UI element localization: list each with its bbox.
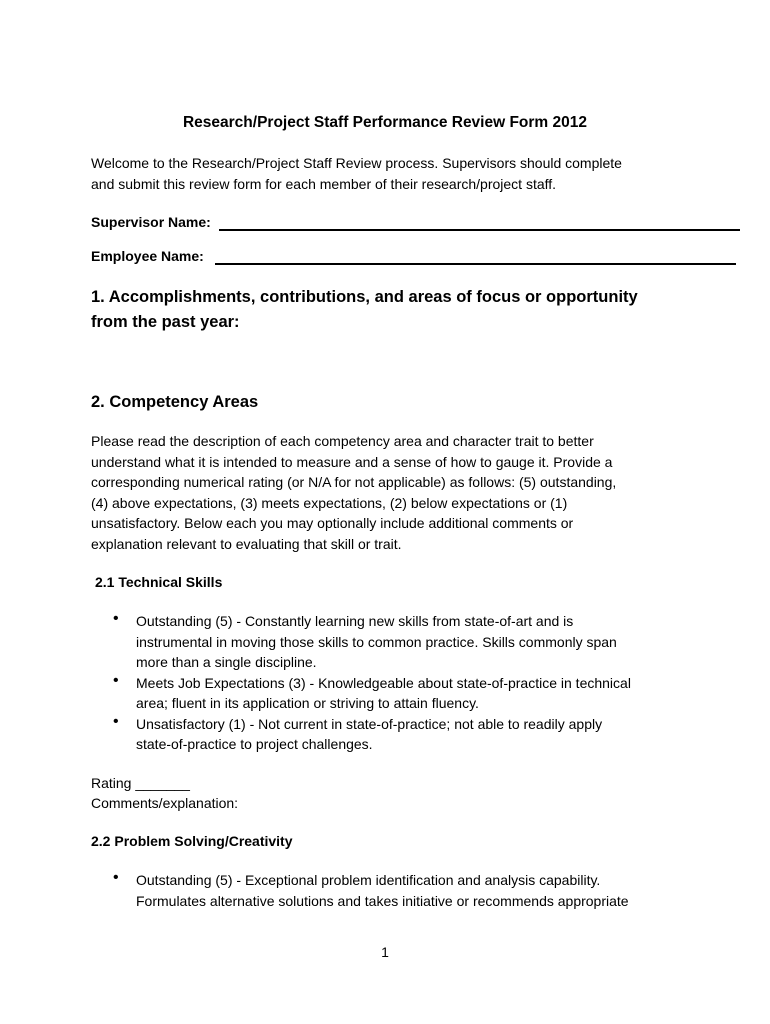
technical-skills-list	[91, 611, 676, 755]
section-1-heading	[91, 285, 638, 335]
section-2-paragraph	[91, 431, 711, 554]
page-title: Research/Project Staff Performance Review Form 2012	[182, 114, 588, 131]
section-1-heading-line: 1. Accomplishments, contributions, and areas of focus or opportunity	[91, 288, 638, 306]
supervisor-name-label: Supervisor Name:	[91, 214, 211, 230]
intro-line: Welcome to the Research/Project Staff Review process. Supervisors should complete	[91, 155, 622, 171]
problem-solving-list	[91, 870, 676, 911]
bullet-line: Outstanding (5) - Constantly learning new skills from state-of-art and is	[136, 613, 574, 629]
bullet-line: Unsatisfactory (1) - Not current in state-of-practice; not able to readily apply	[136, 715, 603, 732]
bullet-line: Meets Job Expectations (3) - Knowledgeable about state-of-practice in technical	[136, 674, 631, 691]
paragraph-line: (4) above expectations, (3) meets expectations, (2) below expectations or (1)	[91, 494, 568, 511]
bullet-line: area; fluent in its application or striving to attain fluency.	[136, 695, 479, 711]
paragraph-line: explanation relevant to evaluating that skill or trait.	[91, 535, 402, 552]
bullet-icon: •	[113, 712, 119, 730]
bullet-line: Formulates alternative solutions and takes initiative or recommends appropriate	[136, 892, 629, 909]
bullet-icon: •	[113, 671, 119, 689]
paragraph-line: understand what it is intended to measure and a sense of how to gauge it. Provide a	[91, 453, 613, 470]
bullet-line: instrumental in moving those skills to common practice. Skills commonly span	[136, 633, 617, 650]
bullet-icon: •	[113, 869, 119, 886]
bullet-icon: •	[113, 610, 119, 627]
employee-name-field[interactable]	[215, 263, 736, 265]
list-item	[91, 611, 676, 673]
bullet-line: more than a single discipline.	[136, 654, 317, 670]
section-2-heading: 2. Competency Areas	[91, 393, 259, 411]
paragraph-line: Please read the description of each competency area and character trait to better	[91, 433, 594, 449]
list-item	[91, 673, 676, 714]
subsection-2-1-heading: 2.1 Technical Skills	[95, 574, 223, 590]
employee-name-label: Employee Name:	[91, 248, 204, 264]
comments-label: Comments/explanation:	[91, 795, 239, 811]
section-1-heading-line: from the past year:	[91, 313, 240, 331]
paragraph-line: unsatisfactory. Below each you may optionally include additional comments or	[91, 515, 574, 531]
bullet-line: Outstanding (5) - Exceptional problem identification and analysis capability.	[136, 872, 601, 888]
intro-line: and submit this review form for each member of their research/project staff.	[91, 175, 557, 192]
list-item	[91, 870, 676, 911]
list-item	[91, 714, 676, 755]
bullet-line: state-of-practice to project challenges.	[136, 736, 373, 752]
page-number: 1	[381, 944, 389, 960]
paragraph-line: corresponding numerical rating (or N/A for not applicable) as follows: (5) outstanding,	[91, 474, 617, 490]
supervisor-name-field[interactable]	[219, 229, 740, 231]
subsection-2-2-heading: 2.2 Problem Solving/Creativity	[91, 833, 293, 849]
intro-paragraph	[91, 153, 691, 194]
rating-field[interactable]: Rating _______	[91, 775, 190, 791]
